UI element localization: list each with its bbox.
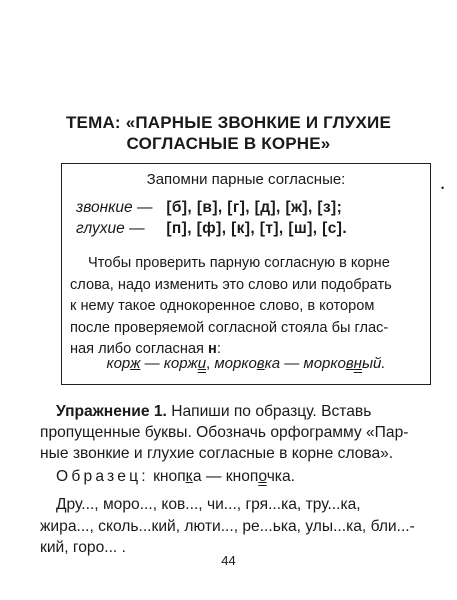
rule-box — [61, 163, 431, 385]
voiced-row — [76, 198, 342, 218]
exercise-line-1: Упражнение 1. Напиши по образцу. Вставь — [56, 403, 372, 420]
exercise-title: Упражнение 1. — [56, 403, 167, 420]
task-line-3: кий, горо... . — [40, 539, 126, 556]
rule-example: корж — коржи, морковка — морковный. — [106, 355, 386, 372]
exercise-line-3: ные звонкие и глухие согласные в корне слова». — [40, 445, 394, 462]
rule-line-2: слова, надо изменить это слово или подобрать — [70, 276, 392, 293]
task-line-1: Дру..., моро..., ков..., чи..., гря...ка, тру...ка, — [56, 496, 361, 513]
rule-line-1: Чтобы проверить парную согласную в корне — [88, 255, 390, 271]
topic-line-1: ТЕМА: «ПАРНЫЕ ЗВОНКИЕ И ГЛУХИЕ — [65, 113, 392, 132]
voiceless-term: глухие — — [76, 220, 145, 237]
topic-line-2: СОГЛАСНЫЕ В КОРНЕ» — [126, 134, 331, 153]
task-words — [40, 494, 432, 559]
rule-line-3: к нему такое однокоренное слово, в котором — [70, 298, 375, 314]
sample-label: Образец: — [56, 468, 149, 485]
page-number: 44 — [221, 553, 236, 568]
sample-words: кнопка — кнопочка. — [153, 468, 295, 485]
exercise-line-2: пропущенные буквы. Обозначь орфограмму «Пар- — [40, 424, 409, 441]
topic-heading — [40, 112, 417, 154]
exercise-instructions — [40, 401, 430, 464]
voiceless-letters: [п], [ф], [к], [т], [ш], [с]. — [166, 220, 348, 237]
task-line-2: жира..., сколь...кий, люти..., ре...ька, улы...ка, бли...- — [40, 517, 415, 535]
sample-row — [56, 466, 295, 487]
voiced-letters: [б], [в], [г], [д], [ж], [з]; — [166, 199, 343, 216]
remember-label: Запомни парные согласные: — [146, 171, 346, 188]
voiced-term: звонкие — — [76, 199, 153, 216]
rule-line-5: ная либо согласная н: — [70, 341, 221, 357]
rule-paragraph — [70, 253, 422, 361]
voiceless-row — [76, 219, 347, 239]
rule-line-4: после проверяемой согласной стояла бы глас- — [70, 319, 389, 336]
side-mark: • — [441, 183, 445, 193]
